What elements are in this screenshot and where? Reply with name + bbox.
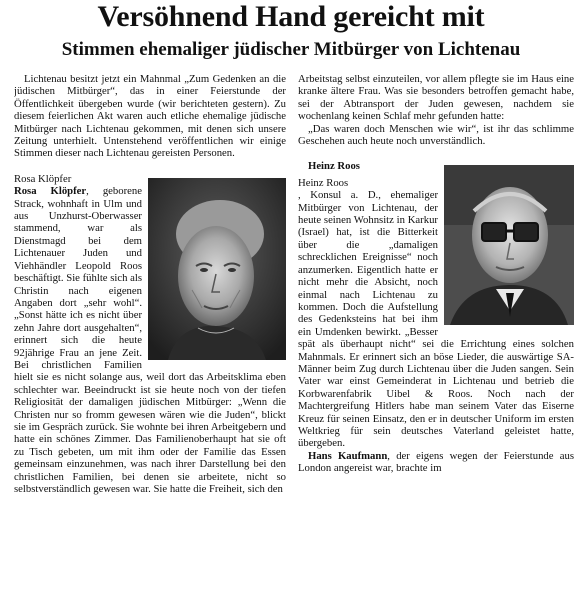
rosa-name: Rosa Klöpfer <box>14 185 87 198</box>
heinz-name: Heinz Roos <box>308 160 360 173</box>
left-column <box>14 73 286 600</box>
hans-name: Hans Kaufmann <box>308 449 388 462</box>
rosa-photo-block <box>148 178 286 360</box>
hans-text: , der eigens wegen der Feierstunde aus London angereist war, brachte im <box>298 449 574 475</box>
heinz-text: , Konsul a. D., ehemaliger Mitbürger von Lichtenau, der heute seinen Wohnsitz in Karkur (Israel) hat, ist die Bitterkeit über die „damaligen schrecklichen Ereignisse“ noch anzumerken. Eigentlich hatte er nicht mehr die Absicht, noch einmal nach Lichtenau zu kommen. Doch die Aufstellung des Gedenksteins hat bei ihm ein Umdenken bewirkt. „Besser spät als überhaupt nicht“ sei die Errichtung eines solchen Mahnmals. Er erinnert sich an böse Lieder, die auswärtige SA-Männer beim Zug durch Lichtenau über die Juden sangen. Sein Vater war einst Gemeinderat in Lichtenau und betrieb die Korbwarenfabrik Uibel & Roos. Noch nach der Machtergreifung Hitlers habe man seinem Vater das Eiserne Kreuz für seinen Einsatz, den er in deutscher Uniform im ersten Weltkrieg für sein deutsches Vaterland geleistet hatte, übergeben. <box>298 189 574 450</box>
heinz-photo-caption: Heinz Roos <box>298 176 349 189</box>
rosa-text: , geborene Strack, wohnhaft in Ulm und aus Unzhurst-Oberwasser stammend, war als Dienstmagd bei dem Lichtenauer Juden und Viehhändler Leopold Roos beschäftigt. Sie fühlte sich als Christin nach eigenen Angaben dort „sehr wohl“. „Sonst hätte ich es nicht über zehn Jahre dort ausgehalten“, erinnert sich die heute 92jährige Frau an jene Zeit. Bei christlichen Familien hielt sie es nicht solange aus, weil dort das Arbeitsklima eben schlechter war. Beeindruckt ist sie heute noch von der tiefen Religiosität der damaligen jüdischen Mitbürger: „Wenn die Christen nur so fromm gewesen wären wie die Juden“, blickt sie im Gespräch zurück. Sie wohnte bei ihren Arbeitgebern und hatte ein schönes Zimmer. Das Familienoberhaupt hat sie oft zu Tisch gebeten, um mit ihm oder der Familie das Essen gemeinsam einzunehmen, was nach ihrer Darstellung bei den christlichen Familien, bei denen sie arbeitete, nicht so selbstverständlich gewesen war. Sie hatte die Freiheit, sich den <box>14 185 286 495</box>
rosa-photo-caption: Rosa Klöpfer <box>14 172 72 185</box>
heinz-photo-block <box>444 165 574 325</box>
rosa-quote-paragraph: „Das waren doch Menschen wie wir“, ist ihr das schlimme Geschehen auch heute noch unverständlich. <box>298 122 574 148</box>
intro-paragraph: Lichtenau besitzt jetzt ein Mahnmal „Zum Gedenken an die jüdischen Mitbürger“, das in einer Feierstunde der Öffentlichkeit übergeben wurde (wir berichteten gestern). Zu diesem feierlichen Akt waren auch etliche ehemalige jüdische Mitbürger nach Lichtenau gekommen, mit denen sich unsere Zeitung unterhielt. Untenstehend veröffentlichen wir einige Stimmen dieser nach Lichtenau gereisten Personen. <box>14 73 286 160</box>
hans-paragraph <box>298 450 574 475</box>
right-column <box>298 73 574 600</box>
subheadline: Stimmen ehemaliger jüdischer Mitbürger von Lichtenau <box>61 39 521 60</box>
heinz-paragraph <box>298 160 574 172</box>
headline: Versöhnend Hand gereicht mit <box>97 0 485 33</box>
heinz-portrait-image <box>444 165 574 325</box>
rosa-continuation: Arbeitstag selbst einzuteilen, vor allem pflegte sie im Haus eine kranke ältere Frau. Was sie besonders betroffen gemacht habe, sei der Abtransport der Juden gewesen, nachdem sie wochenlang keinen Schlaf mehr gefunden hatte: <box>298 73 574 123</box>
rosa-portrait-image <box>148 178 286 360</box>
